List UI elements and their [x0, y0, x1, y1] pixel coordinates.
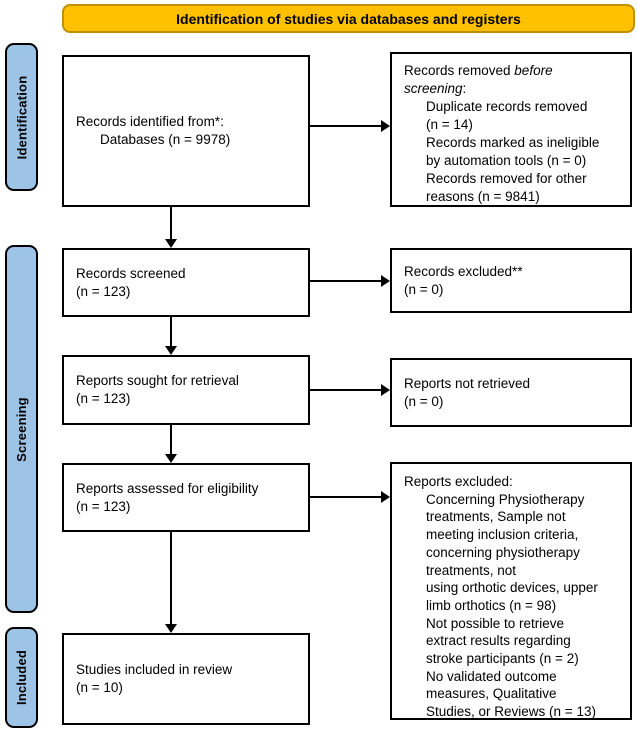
- arrow-screened-to-retrieval-line: [170, 317, 172, 347]
- box-text-line: treatments, not: [426, 562, 517, 578]
- arrow-retrieval-to-eligibility-line: [170, 425, 172, 455]
- stage-label-included-text: Included: [14, 649, 29, 706]
- box-text-line: Duplicate records removed: [426, 99, 588, 114]
- box-text-line: Studies, or Reviews (n = 13): [426, 704, 596, 720]
- box-text-line: (n = 0): [404, 393, 444, 409]
- box-text-line: extract results regarding: [426, 633, 571, 649]
- box-text-line: (n = 10): [76, 680, 123, 695]
- box-body-records-removed: [404, 98, 625, 206]
- arrow-screened-to-excluded-line: [310, 280, 382, 282]
- stage-label-screening-text: Screening: [14, 396, 29, 462]
- stage-label-identification-text: Identification: [14, 75, 30, 159]
- arrow-eligibility-to-reports-excluded-line: [310, 496, 382, 498]
- box-records-screened: [62, 248, 310, 317]
- box-records-removed-before-screening: [390, 52, 632, 207]
- box-records-identified: [62, 55, 310, 207]
- removed-title-prefix: Records removed: [404, 63, 515, 78]
- box-text-line: Not possible to retrieve: [426, 615, 565, 631]
- arrow-screened-to-retrieval-head-icon: [165, 346, 177, 355]
- arrow-identified-to-removed-line: [310, 125, 382, 127]
- box-text-line: (n = 123): [76, 498, 131, 514]
- box-text-line: Records identified from*:: [76, 114, 224, 129]
- stage-label-identification: [5, 43, 38, 191]
- arrow-eligibility-to-reports-excluded-head-icon: [381, 491, 390, 503]
- box-text-line: Records marked as ineligible: [426, 135, 600, 150]
- box-text-line: Records excluded**: [404, 263, 523, 279]
- removed-title-suffix: :: [462, 81, 467, 96]
- box-text-line: (n = 123): [76, 391, 131, 406]
- arrow-identified-to-removed-head-icon: [381, 120, 390, 132]
- box-text-line: (n = 123): [76, 283, 131, 299]
- box-text-line: No validated outcome: [426, 668, 557, 684]
- box-reports-not-retrieved: [390, 358, 632, 427]
- box-text-line: measures, Qualitative: [426, 686, 557, 702]
- banner-title: [62, 4, 635, 33]
- box-text-line: (n = 0): [404, 281, 444, 297]
- box-text-line: Reports assessed for eligibility: [76, 480, 259, 496]
- arrow-identified-to-screened-head-icon: [165, 239, 177, 248]
- box-text-line: stroke participants (n = 2): [426, 651, 579, 667]
- box-records-excluded: [390, 248, 632, 313]
- box-title-records-removed: [404, 62, 579, 98]
- box-text-line: Databases (n = 9978): [100, 132, 231, 147]
- stage-label-included: [5, 627, 38, 728]
- arrow-eligibility-to-included-head-icon: [165, 624, 177, 633]
- box-text-line: Studies included in review: [76, 662, 233, 677]
- removed-title-italic: before screening: [404, 63, 553, 96]
- box-text-line: concerning physiotherapy: [426, 544, 580, 560]
- arrow-identified-to-screened-line: [170, 207, 172, 240]
- box-text-line: meeting inclusion criteria,: [426, 527, 579, 543]
- box-text-line: limb orthotics (n = 98): [426, 597, 557, 613]
- box-text-line: Records screened: [76, 265, 186, 281]
- box-text-line: treatments, Sample not: [426, 509, 566, 525]
- arrow-retrieval-to-not-retrieved-head-icon: [381, 384, 390, 396]
- box-text-line: reasons (n = 9841): [426, 189, 540, 204]
- box-text-line: by automation tools (n = 0): [426, 153, 587, 168]
- box-text-line: Reports sought for retrieval: [76, 373, 239, 388]
- banner-title-label: Identification of studies via databases and registers: [176, 10, 521, 27]
- box-reports-assessed-for-eligibility: [62, 463, 310, 532]
- stage-label-screening: [5, 245, 38, 613]
- arrow-screened-to-excluded-head-icon: [381, 275, 390, 287]
- box-reports-sought-for-retrieval: [62, 355, 310, 425]
- box-reports-excluded: [390, 462, 632, 720]
- box-text-line: Reports not retrieved: [404, 375, 531, 391]
- arrow-retrieval-to-eligibility-head-icon: [165, 454, 177, 463]
- arrow-retrieval-to-not-retrieved-line: [310, 389, 382, 391]
- box-text-line: Concerning Physiotherapy: [426, 491, 585, 507]
- arrow-eligibility-to-included-line: [170, 532, 172, 625]
- box-text-line: using orthotic devices, upper: [426, 580, 598, 596]
- box-studies-included-in-review: [62, 633, 310, 725]
- box-text-line: (n = 14): [426, 117, 473, 132]
- box-text-line: Reports excluded:: [404, 474, 513, 489]
- box-text-line: Records removed for other: [426, 171, 587, 186]
